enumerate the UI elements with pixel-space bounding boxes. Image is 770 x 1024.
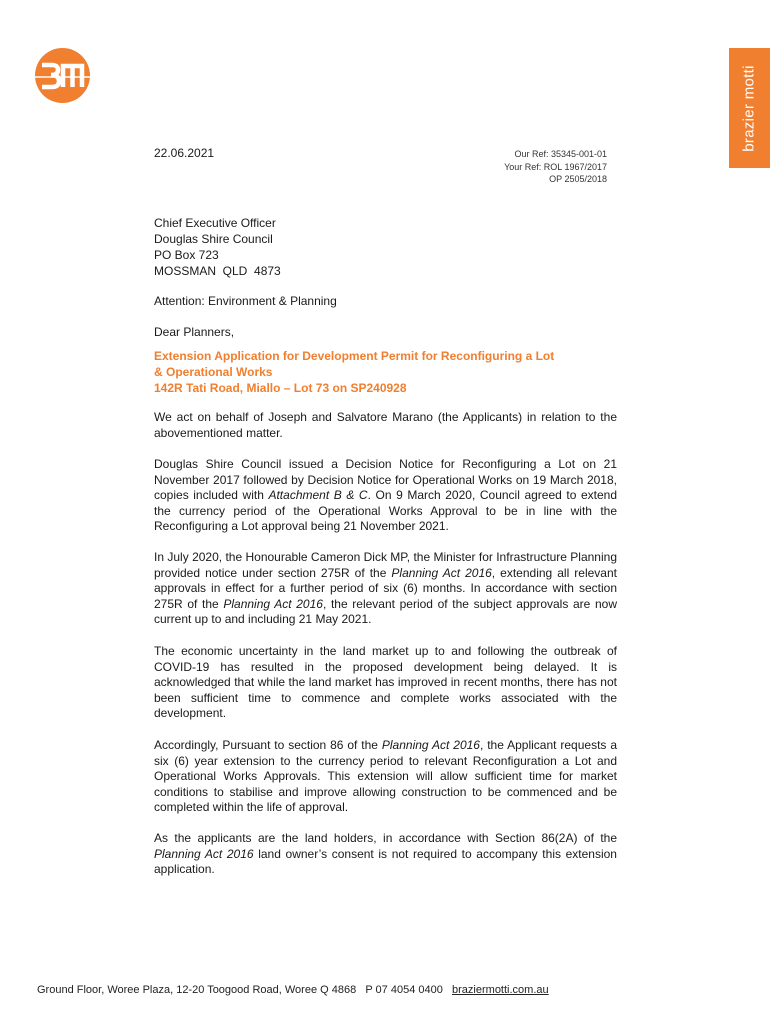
brazier-motti-logo <box>35 48 90 103</box>
website-link[interactable]: braziermotti.com.au <box>452 984 549 996</box>
text-run: In July 2020, the Honourable Cameron Dick MP, the Minister for Infrastructure Planning provided notice under section 275R of the <box>154 550 617 580</box>
reference-block <box>470 148 607 186</box>
address-line: Chief Executive Officer <box>154 216 276 230</box>
recipient-address <box>154 215 281 279</box>
italic-run: Planning Act 2016 <box>391 565 492 580</box>
salutation: Dear Planners, <box>154 325 235 339</box>
address-line: Douglas Shire Council <box>154 232 273 246</box>
your-ref: Your Ref: ROL 1967/2017 <box>504 161 607 172</box>
footer <box>37 984 549 996</box>
subject-line: & Operational Works <box>154 365 273 379</box>
body-paragraph <box>154 831 617 878</box>
text-run: As the applicants are the land holders, in accordance with Section 86(2A) of the <box>154 831 617 845</box>
body-paragraph <box>154 410 617 441</box>
text-run: The economic uncertainty in the land market up to and following the outbreak of COVID-19 has resulted in the proposed development being delayed. It is acknowledged that while the land market has improved in recent months, there has not been sufficient time to commence and complete works associated with the development. <box>154 644 617 720</box>
address-line: MOSSMAN QLD 4873 <box>154 264 281 278</box>
text-run: , extending all relevant approvals in effect for a further period of six (6) months. In accordance with section 275R of the <box>154 565 617 611</box>
italic-run: Planning Act 2016 <box>223 596 323 611</box>
body-paragraph <box>154 738 617 816</box>
italic-run: Attachment B & C <box>268 488 368 502</box>
text-run: We act on behalf of Joseph and Salvatore Marano (the Applicants) in relation to the abovementioned matter. <box>154 410 617 440</box>
footer-address: Ground Floor, Woree Plaza, 12-20 Toogood Road, Woree Q 4868 P 07 4054 0400 <box>37 984 453 996</box>
attention-line: Attention: Environment & Planning <box>154 294 337 308</box>
italic-run: Planning Act 2016 <box>154 846 254 861</box>
our-ref: Our Ref: 35345-001-01 <box>514 149 607 159</box>
subject-heading <box>154 348 554 396</box>
text-run: Douglas Shire Council issued a Decision Notice for Reconfiguring a Lot on 21 November 2017 followed by Decision Notice for Operational Works on 19 March 2018, copies included with <box>154 457 617 502</box>
brand-tab-text: brazier motti <box>741 64 759 152</box>
op-ref: OP 2505/2018 <box>549 174 607 184</box>
body-paragraph <box>154 644 617 722</box>
body-paragraph <box>154 457 617 535</box>
subject-line: Extension Application for Development Permit for Reconfiguring a Lot <box>154 349 555 363</box>
letter-date: 22.06.2021 <box>154 146 215 160</box>
text-run: . On 9 March 2020, Council agreed to extend the currency period of the Operational Works Approval to be in line with the Reconfiguring a Lot approval being 21 November 2021. <box>154 488 618 533</box>
text-run: Accordingly, Pursuant to section 86 of the <box>154 738 382 752</box>
brand-side-tab <box>729 48 770 168</box>
text-run: , the relevant period of the subject approvals are now current up to and including 21 May 2021. <box>154 596 617 626</box>
text-run: , the Applicant requests a six (6) year extension to the currency period to relevant Reconfiguration a Lot and Operational Works Approvals. This extension will allow sufficient time for market conditions to stabilise and improve allowing construction to be commenced and be completed within the life of approval. <box>154 738 617 814</box>
body-paragraph <box>154 550 617 628</box>
italic-run: Planning Act 2016 <box>381 738 480 752</box>
address-line: PO Box 723 <box>154 248 219 262</box>
subject-line: 142R Tati Road, Miallo – Lot 73 on SP240928 <box>154 381 407 395</box>
text-run: land owner’s consent is not required to accompany this extension application. <box>154 846 617 876</box>
